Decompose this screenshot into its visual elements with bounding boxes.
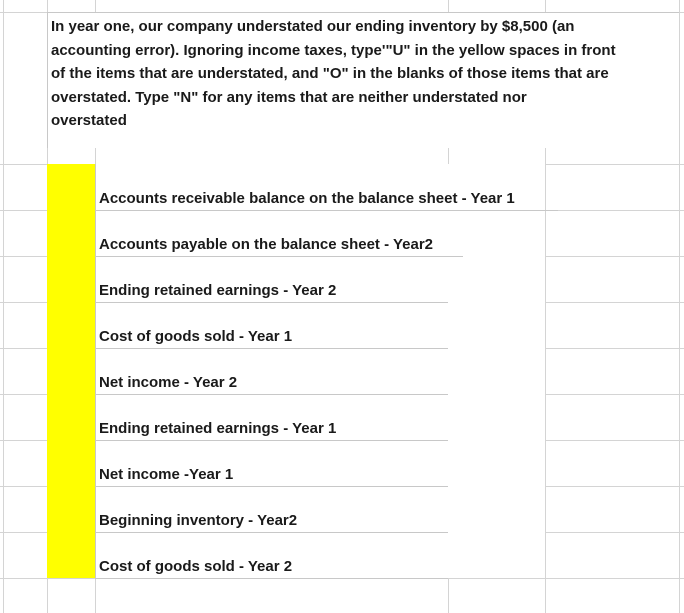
item-row-border	[95, 256, 463, 257]
instruction-line: accounting error). Ignoring income taxes, type'"U" in the yellow spaces in front	[51, 41, 616, 59]
answer-cell-ni-year2[interactable]	[47, 348, 95, 394]
item-label: Accounts receivable balance on the balance sheet - Year 1	[99, 190, 515, 207]
item-row-border	[95, 532, 448, 533]
answer-cell-ar-year1[interactable]	[47, 164, 95, 210]
item-label: Ending retained earnings - Year 2	[99, 282, 337, 299]
answer-cell-ni-year1[interactable]	[47, 440, 95, 486]
item-row-border	[95, 486, 448, 487]
item-label: Net income -Year 1	[99, 466, 234, 483]
answer-cell-cogs-year2[interactable]	[47, 532, 95, 578]
grid-column-line	[679, 0, 680, 613]
item-row-border	[95, 440, 448, 441]
instruction-line: overstated	[51, 112, 127, 129]
item-label: Beginning inventory - Year2	[99, 512, 298, 529]
item-row-border	[95, 210, 558, 211]
answer-cell-bi-year2[interactable]	[47, 486, 95, 532]
instruction-line: overstated. Type "N" for any items that are neither understated nor	[51, 88, 527, 106]
item-row-border	[95, 578, 448, 579]
item-row-border	[95, 348, 448, 349]
item-row-border	[95, 394, 448, 395]
grid-column-line	[3, 0, 4, 613]
item-label: Cost of goods sold - Year 1	[99, 328, 293, 345]
answer-cell-ap-year2[interactable]	[47, 210, 95, 256]
item-label: Net income - Year 2	[99, 374, 238, 391]
item-label: Cost of goods sold - Year 2	[99, 558, 293, 575]
instruction-text	[51, 15, 679, 133]
answer-cell-re-year1[interactable]	[47, 394, 95, 440]
item-row-border	[95, 302, 448, 303]
item-label: Accounts payable on the balance sheet - Year2	[99, 236, 434, 253]
answer-cell-cogs-year1[interactable]	[47, 302, 95, 348]
item-label: Ending retained earnings - Year 1	[99, 420, 337, 437]
answer-cell-re-year2[interactable]	[47, 256, 95, 302]
instruction-line: of the items that are understated, and "O" in the blanks of those items that are	[51, 65, 609, 82]
instruction-line: In year one, our company understated our ending inventory by $8,500 (an	[51, 18, 575, 35]
